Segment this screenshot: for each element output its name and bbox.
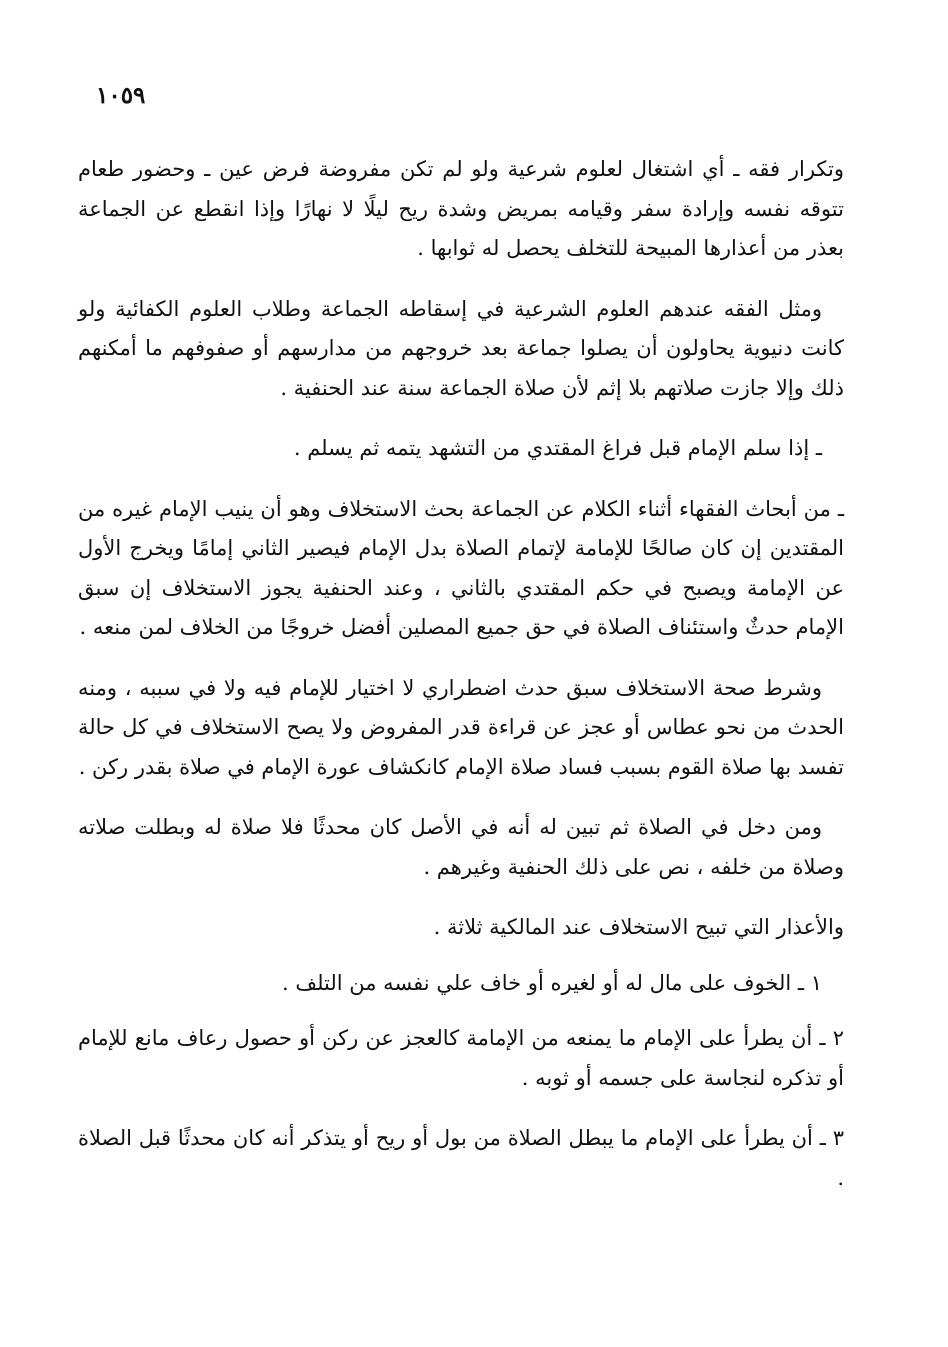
page-number: ١٠٥٩: [96, 82, 146, 109]
paragraph-6: ومن دخل في الصلاة ثم تبين له أنه في الأصل كان محدثًا فلا صلاة له وبطلت صلاته وصلاة من خلفه ، نص على ذلك الحنفية وغيرهم .: [78, 815, 844, 879]
page-body: [78, 150, 844, 1219]
paragraph-2: ومثل الفقه عندهم العلوم الشرعية في إسقاطه الجماعة وطلاب العلوم الكفائية ولو كانت دنيوية يحاولون أن يصلوا جماعة بعد خروجهم من مدارسهم أو صفوفهم ما أمكنهم ذلك وإلا جازت صلاتهم بلا إثم لأن صلاة الجماعة سنة عند الحنفية .: [78, 296, 844, 400]
list-item-3: ٣ ـ أن يطرأ على الإمام ما يبطل الصلاة من بول أو ريح أو يتذكر أنه كان محدثًا قبل الصلاة .: [78, 1126, 844, 1190]
list-item-2: ٢ ـ أن يطرأ على الإمام ما يمنعه من الإمامة كالعجز عن ركن أو حصول رعاف مانع للإمام أو تذكره لنجاسة على جسمه أو ثوبه .: [78, 1026, 844, 1090]
paragraph-7: والأعذار التي تبيح الاستخلاف عند المالكية ثلاثة .: [433, 915, 844, 939]
paragraph-4: ـ من أبحاث الفقهاء أثناء الكلام عن الجماعة بحث الاستخلاف وهو أن ينيب الإمام غيره من المقتدين إن كان صالحًا للإمامة لإتمام الصلاة بدل الإمام فيصير الثاني إمامًا ويخرج الأول عن الإمامة ويصبح في حكم المقتدي بالثاني ، وعند الحنفية يجوز الاستخلاف إن سبق الإمام حدثٌ واستئناف الصلاة في حق جميع المصلين أفضل خروجًا من الخلاف لمن منعه .: [78, 496, 844, 639]
paragraph-5: وشرط صحة الاستخلاف سبق حدث اضطراري لا اختيار للإمام فيه ولا في سببه ، ومنه الحدث من نحو عطاس أو عجز عن قراءة قدر المفروض ولا يصح الاستخلاف في كل حالة تفسد بها صلاة القوم بسبب فساد صلاة الإمام كانكشاف عورة الإمام في صلاة بقدر ركن .: [78, 675, 844, 779]
paragraph-1: وتكرار فقه ـ أي اشتغال لعلوم شرعية ولو لم تكن مفروضة فرض عين ـ وحضور طعام تتوقه نفسه وإرادة سفر وقيامه بمريض وشدة ريح ليلًا لا نهارًا وإذا انقطع عن الجماعة بعذر من أعذارها المبيحة للتخلف يحصل له ثوابها .: [78, 157, 844, 260]
paragraph-3: ـ إذا سلم الإمام قبل فراغ المقتدي من التشهد يتمه ثم يسلم .: [293, 436, 822, 460]
list-item-1: ١ ـ الخوف على مال له أو لغيره أو خاف علي نفسه من التلف .: [281, 970, 822, 995]
